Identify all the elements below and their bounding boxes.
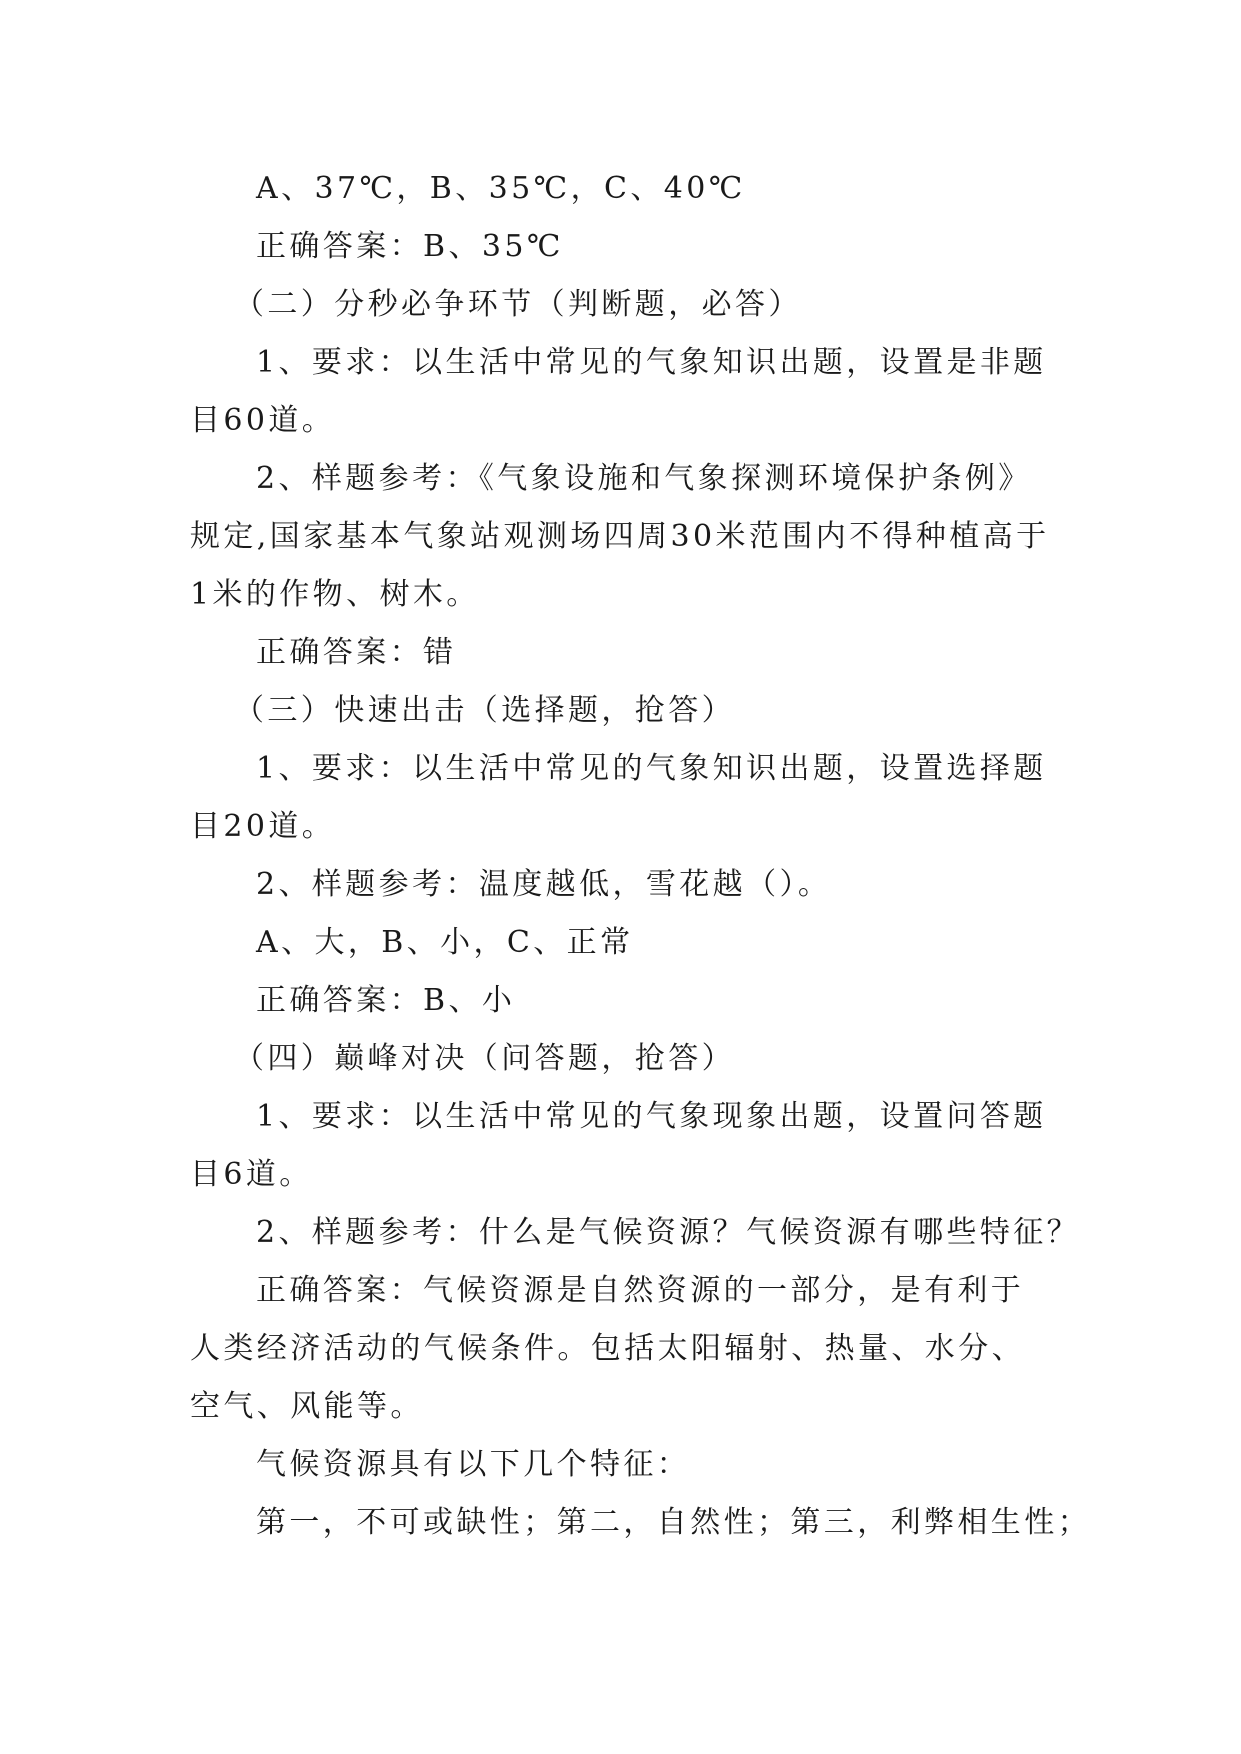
- document-body: [190, 160, 1091, 1552]
- paragraph-sample-4: 2、样题参考：什么是气候资源？气候资源有哪些特征？: [256, 1215, 1081, 1250]
- paragraph-options-temperature: A、37℃，B、35℃，C、40℃: [256, 171, 746, 206]
- paragraph-features-list: 第一，不可或缺性；第二，自然性；第三，利弊相生性；: [256, 1505, 1091, 1540]
- paragraph-options-3: A、大，B、小，C、正常: [256, 925, 634, 960]
- paragraph-answer-4: 正确答案：气候资源是自然资源的一部分，是有利于人类经济活动的气候条件。包括太阳辐射、热量、水分、空气、风能等。: [190, 1273, 1025, 1424]
- section-heading-4: （四）巅峰对决（问答题，抢答）: [234, 1041, 735, 1076]
- paragraph-answer-3: 正确答案：B、小: [256, 983, 516, 1018]
- paragraph-sample-3: 2、样题参考：温度越低，雪花越（）。: [256, 867, 832, 902]
- paragraph-requirement-2: 1、要求：以生活中常见的气象知识出题，设置是非题目60道。: [190, 345, 1047, 438]
- section-heading-3: （三）快速出击（选择题，抢答）: [234, 693, 735, 728]
- paragraph-sample-2: 2、样题参考：《气象设施和气象探测环境保护条例》规定,国家基本气象站观测场四周30米范围内不得种植高于1米的作物、树木。: [190, 461, 1050, 612]
- paragraph-requirement-4: 1、要求：以生活中常见的气象现象出题，设置问答题目6道。: [190, 1099, 1047, 1192]
- section-heading-2: （二）分秒必争环节（判断题，必答）: [234, 287, 802, 322]
- paragraph-answer-2: 正确答案：错: [256, 635, 457, 670]
- paragraph-answer-temperature: 正确答案：B、35℃: [256, 229, 564, 264]
- paragraph-features-intro: 气候资源具有以下几个特征：: [256, 1447, 691, 1482]
- paragraph-requirement-3: 1、要求：以生活中常见的气象知识出题，设置选择题目20道。: [190, 751, 1047, 844]
